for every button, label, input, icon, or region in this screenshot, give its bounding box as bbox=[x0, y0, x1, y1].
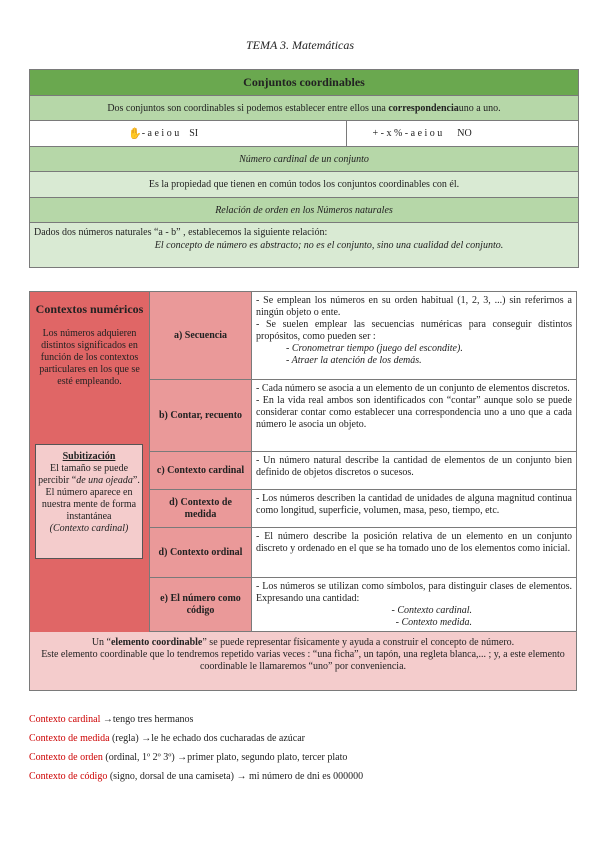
row-label: c) Contexto cardinal bbox=[150, 452, 252, 489]
note-text: (ordinal, 1º 2º 3º) →primer plato, segundo plato, tercer plato bbox=[102, 752, 348, 763]
row-label: d) Contexto ordinal bbox=[150, 528, 252, 577]
row-label: b) Contar, recuento bbox=[150, 380, 252, 451]
row-label: d) Contexto de medida bbox=[150, 490, 252, 527]
subitization-box bbox=[35, 444, 143, 559]
contexts-heading: Contextos numéricos bbox=[35, 302, 144, 316]
row-content bbox=[252, 380, 576, 451]
order-line-1: Dados dos números naturales “a - b” , establecemos la siguiente relación: bbox=[34, 227, 328, 238]
context-row-sequence bbox=[150, 292, 576, 380]
row-subitem: - Contexto medida. bbox=[395, 617, 472, 628]
contexts-sidebar bbox=[30, 292, 150, 632]
note-item bbox=[29, 767, 363, 786]
order-line-2: El concepto de número es abstracto; no es el conjunto, sino una cualidad del conjunto. bbox=[154, 240, 504, 251]
context-row-ordinal bbox=[150, 528, 576, 578]
row-content: - Los números describen la cantidad de unidades de alguna magnitud continua como longitud, superficie, volumen, masa, peso, tiempo, etc. bbox=[252, 490, 576, 527]
note-label: Contexto de medida bbox=[29, 733, 110, 744]
row-line: - Cada número se asocia a un elemento de un conjunto de elementos discretos. bbox=[256, 383, 570, 394]
subitization-note: (Contexto cardinal) bbox=[49, 523, 129, 534]
example-right bbox=[347, 121, 579, 146]
row-line: - En la vida real ambos son identificados con “contar” aunque solo se puede considerar contar como establecer una correspondencia uno a uno que a cada número le asocia un objeto. bbox=[256, 395, 572, 430]
order-heading: Relación de orden en los Números naturales bbox=[30, 198, 578, 223]
note-text: (signo, dorsal de una camiseta) → mi número de dni es 000000 bbox=[107, 771, 364, 782]
hand-icon: ✋ bbox=[128, 128, 142, 140]
footer-text: Un “ bbox=[91, 637, 111, 648]
row-subitem: - Atraer la atención de los demás. bbox=[286, 355, 422, 366]
cardinal-definition: Es la propiedad que tienen en común todos los conjuntos coordinables con él. bbox=[30, 172, 578, 198]
context-row-measure bbox=[150, 490, 576, 528]
row-content: - Un número natural describe la cantidad de elementos de un conjunto bien definido de objetos discretos o sucesos. bbox=[252, 452, 576, 489]
note-text: →tengo tres hermanos bbox=[100, 714, 194, 725]
subitization-text-2: ”. El número aparece en nuestra mente de forma instantánea bbox=[41, 475, 140, 522]
context-row-cardinal bbox=[150, 452, 576, 490]
note-label: Contexto cardinal bbox=[29, 714, 101, 725]
row-subitem: - Contexto cardinal. bbox=[391, 605, 472, 616]
table-heading: Conjuntos coordinables bbox=[30, 70, 578, 96]
note-label: Contexto de orden bbox=[29, 752, 103, 763]
example-left-text: - a e i o u SI bbox=[141, 128, 199, 139]
definition-tail: uno a uno. bbox=[458, 102, 501, 114]
example-right-text: + - x % - a e i o u NO bbox=[372, 128, 472, 139]
subitization-title: Subitización bbox=[62, 451, 116, 462]
note-text: (regla) →le he echado dos cucharadas de azúcar bbox=[109, 733, 305, 744]
order-relation bbox=[30, 223, 578, 267]
coordinable-element-note bbox=[30, 632, 576, 690]
row-line: - Se suelen emplear las secuencias numéricas para conseguir distintos propósitos, como pueden ser : bbox=[256, 319, 572, 342]
examples-row bbox=[30, 121, 578, 147]
definition-bold: correspondencia bbox=[388, 102, 459, 114]
cardinal-heading: Número cardinal de un conjunto bbox=[30, 147, 578, 172]
row-label: e) El número como código bbox=[150, 578, 252, 631]
footer-bold: elemento coordinable bbox=[110, 637, 203, 648]
page-title: TEMA 3. Matemáticas bbox=[245, 38, 355, 52]
row-label: a) Secuencia bbox=[150, 292, 252, 379]
subitization-text-1: El tamaño se puede percibir “ bbox=[38, 463, 129, 486]
row-line: - Los números se utilizan como símbolos, para distinguir clases de elementos. Expresando una cantidad: bbox=[256, 581, 572, 604]
numeric-contexts-table bbox=[29, 291, 577, 691]
subitization-italic: de una ojeada bbox=[76, 475, 133, 486]
definition-text: Dos conjuntos son coordinables si podemos establecer entre ellos una bbox=[107, 102, 386, 114]
row-content bbox=[252, 292, 576, 379]
row-content bbox=[252, 578, 576, 631]
footer-line-2: Este elemento coordinable que lo tendremos repetido varias veces : “una ficha”, un tapón, una regleta blanca,... ; y, a este elemento coordinable le llamaremos “uno” por conveniencia. bbox=[41, 649, 565, 672]
note-label: Contexto de código bbox=[29, 771, 108, 782]
note-item bbox=[29, 710, 363, 729]
example-left bbox=[30, 121, 347, 146]
footer-text-tail: ” se puede representar físicamente y ayuda a construir el concepto de número. bbox=[202, 637, 515, 648]
coordinable-sets-table bbox=[29, 69, 579, 268]
note-item bbox=[29, 748, 363, 767]
context-row-counting bbox=[150, 380, 576, 452]
definition-row bbox=[30, 96, 578, 121]
context-row-code bbox=[150, 578, 576, 632]
row-line: - Se emplean los números en su orden habitual (1, 2, 3, ...) sin referirnos a ningún objeto o ente. bbox=[256, 295, 572, 318]
contexts-description: Los números adquieren distintos significados en función de los contextos particulares en los que se esté empleando. bbox=[39, 328, 140, 387]
examples-list bbox=[29, 710, 363, 786]
row-subitem: - Cronometrar tiempo (juego del escondite). bbox=[286, 343, 463, 354]
note-item bbox=[29, 729, 363, 748]
row-content: - El número describe la posición relativa de un elemento en un conjunto discreto y ordenado en el que se ha tomado uno de los elementos como inicial. bbox=[252, 528, 576, 577]
